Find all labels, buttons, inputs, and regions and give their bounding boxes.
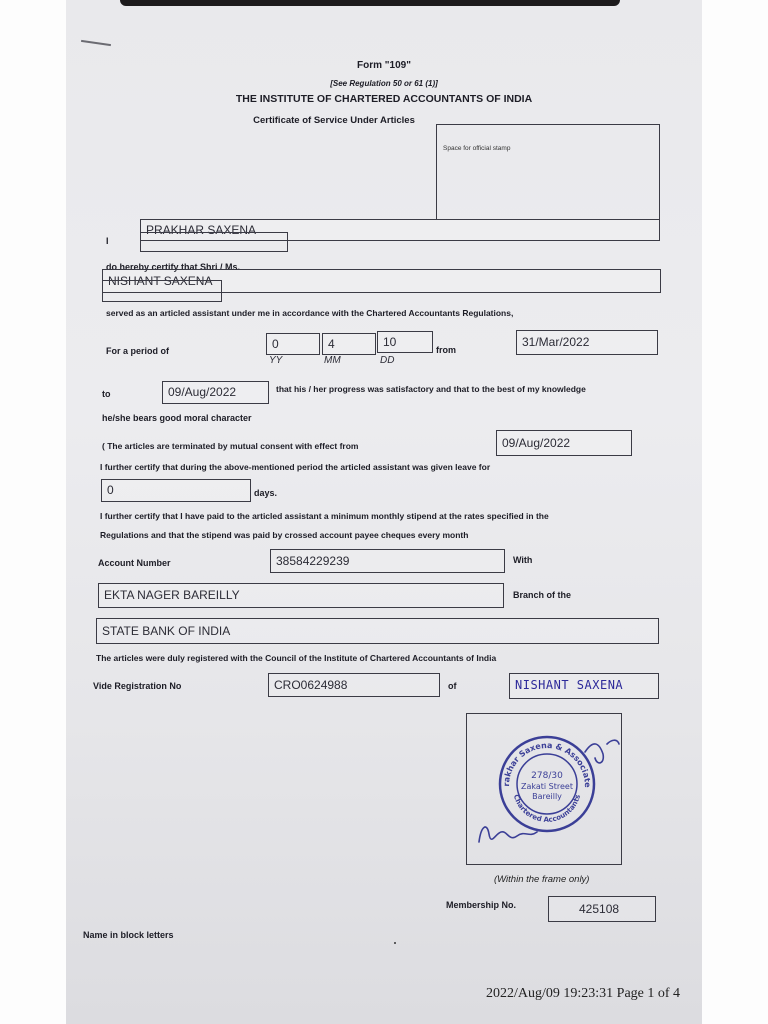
registration-handwritten-name: NISHANT SAXENA xyxy=(515,678,624,692)
official-stamp-box xyxy=(436,124,660,220)
from-label: from xyxy=(436,345,456,355)
certifier-name: PRAKHAR SAXENA xyxy=(146,223,257,237)
registration-number: CRO0624988 xyxy=(274,678,348,692)
pen-mark xyxy=(81,40,111,46)
character-text: he/she bears good moral character xyxy=(102,413,252,423)
registration-number-field[interactable] xyxy=(268,673,440,697)
registration-label: Vide Registration No xyxy=(93,681,182,691)
seal-center-line-1: 278/30 xyxy=(531,771,563,781)
leave-days-label: days. xyxy=(254,488,278,498)
backdrop-left xyxy=(0,0,66,1024)
account-label: Account Number xyxy=(98,558,171,568)
account-number: 38584229239 xyxy=(276,554,350,568)
period-months: 4 xyxy=(328,337,335,351)
seal-center-line-2: Zakati Street xyxy=(521,782,573,791)
period-years: 0 xyxy=(272,337,279,351)
progress-text: that his / her progress was satisfactory and that to the best of my knowledge xyxy=(276,384,586,394)
yy-label: YY xyxy=(269,355,283,366)
branch-field[interactable] xyxy=(98,583,504,608)
bank-field[interactable] xyxy=(96,618,659,644)
form-number: Form "109" xyxy=(357,60,411,71)
backdrop-top xyxy=(120,0,620,6)
form-sheet xyxy=(66,0,702,1024)
account-number-field[interactable] xyxy=(270,549,505,573)
from-date: 31/Mar/2022 xyxy=(522,335,590,349)
certifier-name-subfield xyxy=(140,232,288,252)
mm-label: MM xyxy=(324,355,341,366)
form-regulation: [See Regulation 50 or 61 (1)] xyxy=(330,79,438,88)
seal-stamp xyxy=(467,714,594,831)
membership-number: 425108 xyxy=(579,902,620,916)
certificate-title: Certificate of Service Under Articles xyxy=(253,115,415,126)
of-label: of xyxy=(448,681,457,691)
termination-date-field[interactable] xyxy=(496,430,632,456)
served-text: served as an articled assistant under me in accordance with the Chartered Accountants Regulations, xyxy=(106,308,514,318)
seal-svg xyxy=(467,714,621,864)
page-footer: 2022/Aug/09 19:23:31 Page 1 of 4 xyxy=(486,986,681,1001)
to-date-field[interactable] xyxy=(162,381,269,404)
backdrop-right xyxy=(702,0,768,1024)
bank-name: STATE BANK OF INDIA xyxy=(102,624,231,638)
period-days-field[interactable] xyxy=(377,331,433,353)
certify-text: do hereby certify that Shri / Ms. xyxy=(106,262,241,272)
name-block-label: Name in block letters xyxy=(83,930,174,940)
leave-days-value: 0 xyxy=(107,483,114,497)
termination-text: ( The articles are terminated by mutual consent with effect from xyxy=(102,441,359,451)
branch-of-label: Branch of the xyxy=(513,590,572,600)
frame-caption: (Within the frame only) xyxy=(494,874,590,885)
institute-title: THE INSTITUTE OF CHARTERED ACCOUNTANTS OF INDIA xyxy=(235,93,533,105)
termination-date: 09/Aug/2022 xyxy=(502,436,571,450)
membership-label: Membership No. xyxy=(446,900,517,910)
seal-ring-text: rakhar Saxena & Associate xyxy=(501,740,593,788)
period-years-field[interactable] xyxy=(266,333,320,355)
leave-text: I further certify that during the above-mentioned period the articled assistant was given leave for xyxy=(100,462,491,472)
leave-days-field[interactable] xyxy=(101,479,251,502)
dd-label: DD xyxy=(380,355,395,366)
period-months-field[interactable] xyxy=(322,333,376,355)
ink-dot xyxy=(394,942,396,944)
from-date-field[interactable] xyxy=(516,330,658,355)
membership-number-field[interactable] xyxy=(548,896,656,922)
assistant-name: NISHANT SAXENA xyxy=(108,274,213,288)
stipend-text-1: I further certify that I have paid to the articled assistant a minimum monthly stipend at the rates specified in the xyxy=(100,511,549,521)
period-days: 10 xyxy=(383,335,397,349)
registration-name-field[interactable] xyxy=(509,673,659,699)
to-label: to xyxy=(102,389,111,399)
period-label: For a period of xyxy=(106,346,169,356)
to-date: 09/Aug/2022 xyxy=(168,385,237,399)
with-label: With xyxy=(513,555,533,565)
certifier-prefix: I xyxy=(106,236,109,246)
seal-center-line-3: Bareilly xyxy=(532,792,562,801)
branch-name: EKTA NAGER BAREILLY xyxy=(104,588,240,602)
seal-frame xyxy=(466,713,622,865)
stipend-text-2: Regulations and that the stipend was paid by crossed account payee cheques every month xyxy=(100,530,469,540)
registered-text: The articles were duly registered with the Council of the Institute of Chartered Accountants of India xyxy=(96,653,497,663)
seal-bottom-text: Chartered Accountants xyxy=(511,793,583,824)
assistant-name-subfield xyxy=(102,280,222,302)
stamp-space-label: Space for official stamp xyxy=(443,145,511,152)
